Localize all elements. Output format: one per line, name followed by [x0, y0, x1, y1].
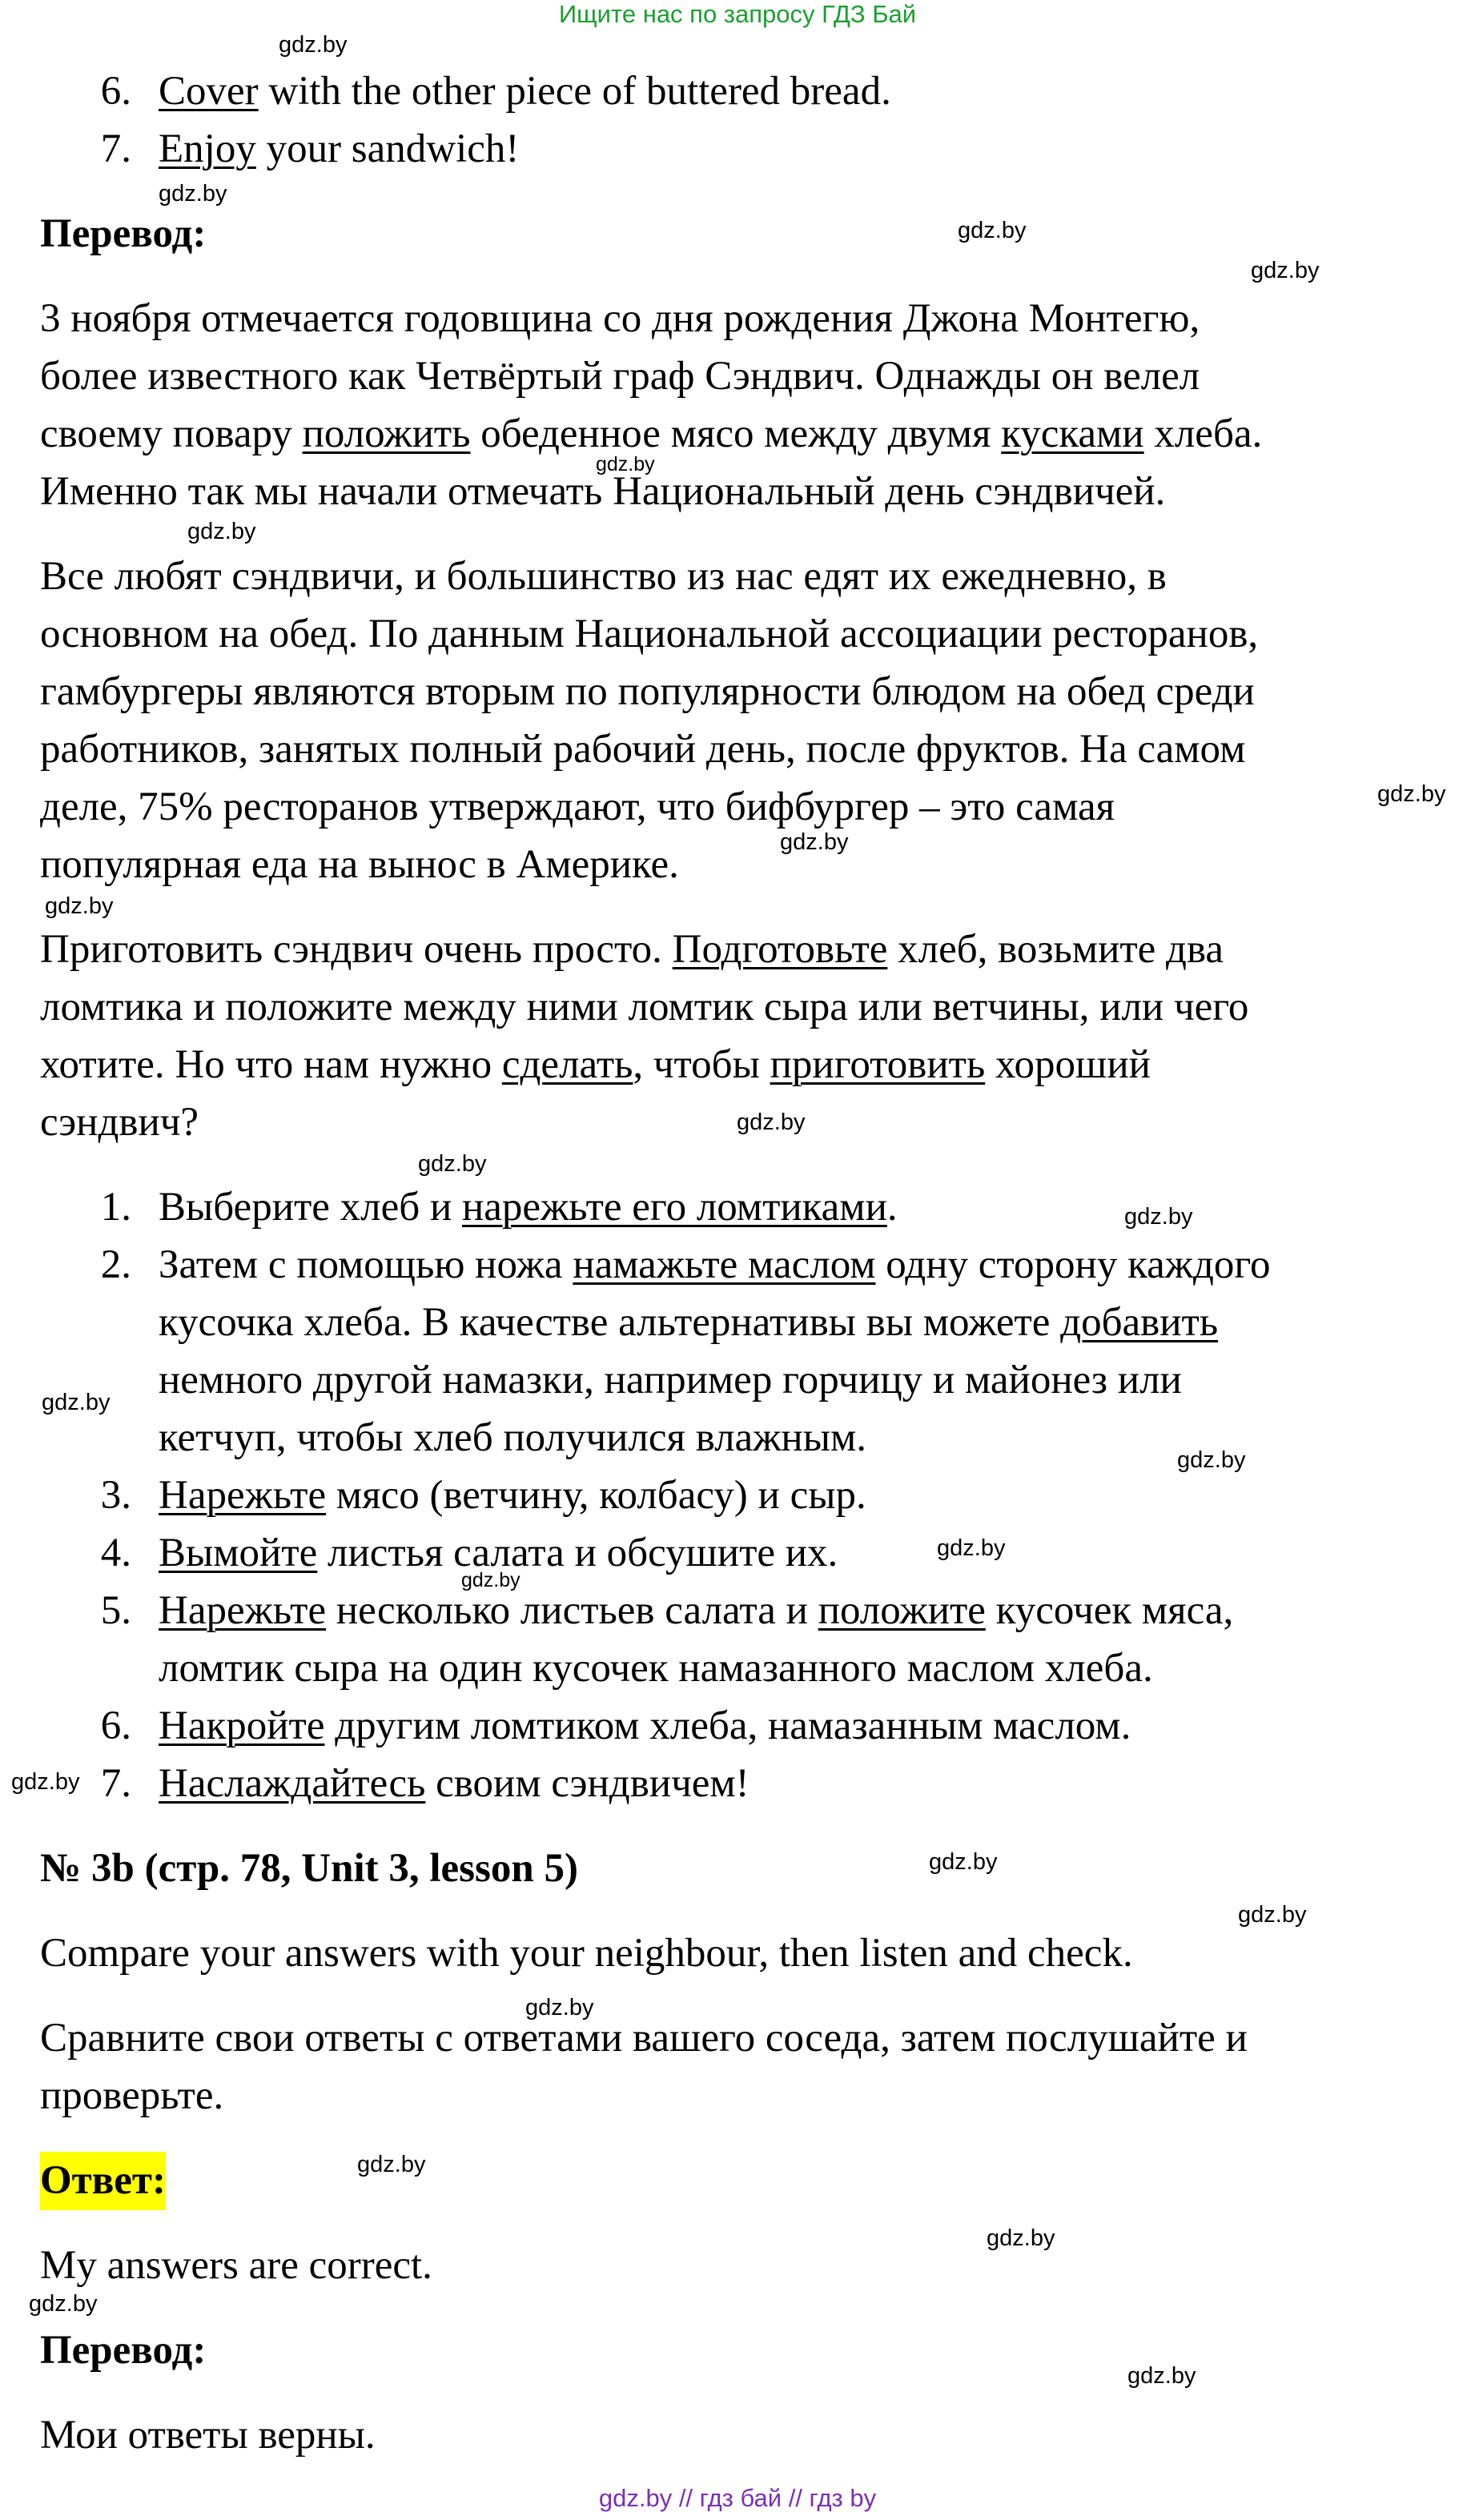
- underlined-word: добавить: [1060, 1300, 1219, 1345]
- text: кусочек мяса,: [985, 1588, 1234, 1633]
- watermark: gdz.by: [11, 1769, 80, 1795]
- text: кусочка хлеба. В качестве альтернативы вы можете: [159, 1300, 1061, 1345]
- para1-line4: Именно так мы начали отмечать Национальный день сэндвичей.: [40, 469, 1166, 514]
- text: .: [886, 1185, 898, 1230]
- exercise-task-ru-line2: проверьте.: [40, 2073, 224, 2118]
- para2-line2: основном на обед. По данным Национальной ассоциации ресторанов,: [40, 612, 1259, 656]
- watermark: gdz.by: [45, 893, 114, 919]
- text: Приготовить сэндвич очень просто.: [40, 927, 673, 972]
- ru-step-2-line4: кетчуп, чтобы хлеб получился влажным.: [159, 1415, 867, 1460]
- para2-line3: гамбургеры являются вторым по популярности блюдом на обед среди: [40, 669, 1255, 714]
- text: хороший: [985, 1042, 1151, 1087]
- step-number: 7.: [100, 126, 131, 171]
- ru-step-5-line2: ломтик сыра на один кусочек намазанного маслом хлеба.: [159, 1646, 1153, 1691]
- text: обеденное мясо между двумя: [470, 411, 1002, 456]
- watermark: gdz.by: [279, 32, 348, 58]
- underlined-word: положите: [818, 1588, 986, 1633]
- watermark: gdz.by: [1127, 2363, 1196, 2389]
- text: , чтобы: [633, 1042, 770, 1087]
- english-step-7: [159, 120, 519, 179]
- watermark: gdz.by: [42, 1390, 111, 1415]
- underlined-word: Накройте: [159, 1703, 325, 1748]
- step-verb: Cover: [159, 69, 259, 114]
- step-number: 1.: [100, 1185, 131, 1230]
- ru-step-2-line2: [159, 1294, 1218, 1352]
- underlined-word: Нарежьте: [159, 1473, 327, 1518]
- step-number: 3.: [100, 1473, 131, 1518]
- text: хотите. Но что нам нужно: [40, 1042, 502, 1087]
- watermark: gdz.by: [737, 1110, 806, 1135]
- step-number: 7.: [100, 1761, 131, 1806]
- step-verb: Enjoy: [159, 126, 256, 171]
- text: Выберите хлеб и: [159, 1185, 462, 1230]
- text: одну сторону каждого: [875, 1242, 1271, 1287]
- exercise-heading: № 3b (стр. 78, Unit 3, lesson 5): [40, 1846, 578, 1891]
- bottom-banner: gdz.by // гдз бай // гдз by: [598, 2484, 877, 2512]
- step-number: 6.: [100, 1703, 131, 1748]
- watermark: gdz.by: [929, 1849, 998, 1875]
- text: листья салата и обсушите их.: [317, 1531, 838, 1575]
- ru-step-6: [159, 1697, 1131, 1756]
- underlined-word: Нарежьте: [159, 1588, 327, 1633]
- underlined-word: Подготовьте: [672, 927, 888, 972]
- watermark: gdz.by: [780, 829, 849, 855]
- answer-label: Ответ:: [40, 2152, 166, 2210]
- para2-line1: Все любят сэндвичи, и большинство из нас едят их ежедневно, в: [40, 554, 1167, 599]
- para3-line4: сэндвич?: [40, 1100, 199, 1145]
- watermark: gdz.by: [1124, 1204, 1193, 1230]
- watermark: gdz.by: [418, 1151, 487, 1177]
- para3-line3: [40, 1036, 1151, 1094]
- english-step-6: [159, 62, 891, 121]
- underlined-word: сделать: [501, 1042, 633, 1087]
- text: Затем с помощью ножа: [159, 1242, 573, 1287]
- text: мясо (ветчину, колбасу) и сыр.: [326, 1473, 866, 1518]
- para1-line2: более известного как Четвёртый граф Сэндвич. Однажды он велел: [40, 354, 1200, 399]
- para2-line5: деле, 75% ресторанов утверждают, что бифбургер – это самая: [40, 784, 1115, 829]
- text: несколько листьев салата и: [326, 1588, 818, 1633]
- underlined-word: нарежьте его ломтиками: [462, 1185, 887, 1230]
- watermark: gdz.by: [357, 2152, 426, 2177]
- para1-line1: 3 ноября отмечается годовщина со дня рождения Джона Монтегю,: [40, 296, 1200, 341]
- text: своему повару: [40, 411, 303, 456]
- para2-line6: популярная еда на вынос в Америке.: [40, 842, 679, 887]
- ru-step-3: [159, 1467, 866, 1525]
- text: другим ломтиком хлеба, намазанным маслом.: [324, 1703, 1131, 1748]
- watermark: gdz.by: [596, 453, 655, 476]
- underlined-word: Наслаждайтесь: [159, 1761, 426, 1806]
- watermark: gdz.by: [937, 1535, 1006, 1561]
- ru-step-5-line1: [159, 1582, 1233, 1640]
- answer-text: My answers are correct.: [40, 2243, 432, 2288]
- watermark: gdz.by: [461, 1569, 520, 1591]
- ru-step-1: [159, 1178, 898, 1237]
- watermark: gdz.by: [29, 2291, 98, 2317]
- exercise-task-en: Compare your answers with your neighbour, then listen and check.: [40, 1931, 1133, 1976]
- step-number: 6.: [100, 69, 131, 114]
- underlined-word: намажьте маслом: [573, 1242, 876, 1287]
- para3-line2: ломтика и положите между ними ломтик сыра или ветчины, или чего: [40, 985, 1249, 1029]
- underlined-word: приготовить: [770, 1042, 986, 1087]
- text: хлеба.: [1143, 411, 1263, 456]
- step-text: your sandwich!: [255, 126, 520, 171]
- step-number: 4.: [100, 1531, 131, 1575]
- translation-heading: Перевод:: [40, 211, 207, 256]
- text: хлеб, возьмите два: [887, 927, 1224, 972]
- watermark: gdz.by: [958, 218, 1027, 243]
- watermark: gdz.by: [525, 1995, 594, 2020]
- top-banner: Ищите нас по запросу ГДЗ Бай: [558, 0, 917, 28]
- watermark: gdz.by: [1177, 1447, 1246, 1473]
- watermark: gdz.by: [187, 519, 256, 544]
- watermark: gdz.by: [987, 2225, 1055, 2251]
- watermark: gdz.by: [159, 181, 227, 207]
- text: своим сэндвичем!: [425, 1761, 750, 1806]
- underlined-word: положить: [302, 411, 471, 456]
- step-text: with the other piece of buttered bread.: [258, 69, 891, 114]
- para3-line1: [40, 921, 1224, 979]
- exercise-task-ru-line1: Сравните свои ответы с ответами вашего соседа, затем послушайте и: [40, 2016, 1248, 2061]
- watermark: gdz.by: [1251, 258, 1320, 283]
- underlined-word: Вымойте: [159, 1531, 318, 1575]
- translation-heading-2: Перевод:: [40, 2328, 207, 2373]
- ru-step-7: [159, 1755, 750, 1813]
- step-number: 5.: [100, 1588, 131, 1633]
- watermark: gdz.by: [1238, 1902, 1307, 1928]
- underlined-word: кусками: [1001, 411, 1144, 456]
- step-number: 2.: [100, 1242, 131, 1287]
- ru-step-2-line1: [159, 1236, 1271, 1294]
- ru-step-2-line3: немного другой намазки, например горчицу и майонез или: [159, 1358, 1182, 1402]
- para2-line4: работников, занятых полный рабочий день, после фруктов. На самом: [40, 727, 1246, 772]
- translation-text: Мои ответы верны.: [40, 2413, 376, 2458]
- watermark: gdz.by: [1377, 781, 1446, 807]
